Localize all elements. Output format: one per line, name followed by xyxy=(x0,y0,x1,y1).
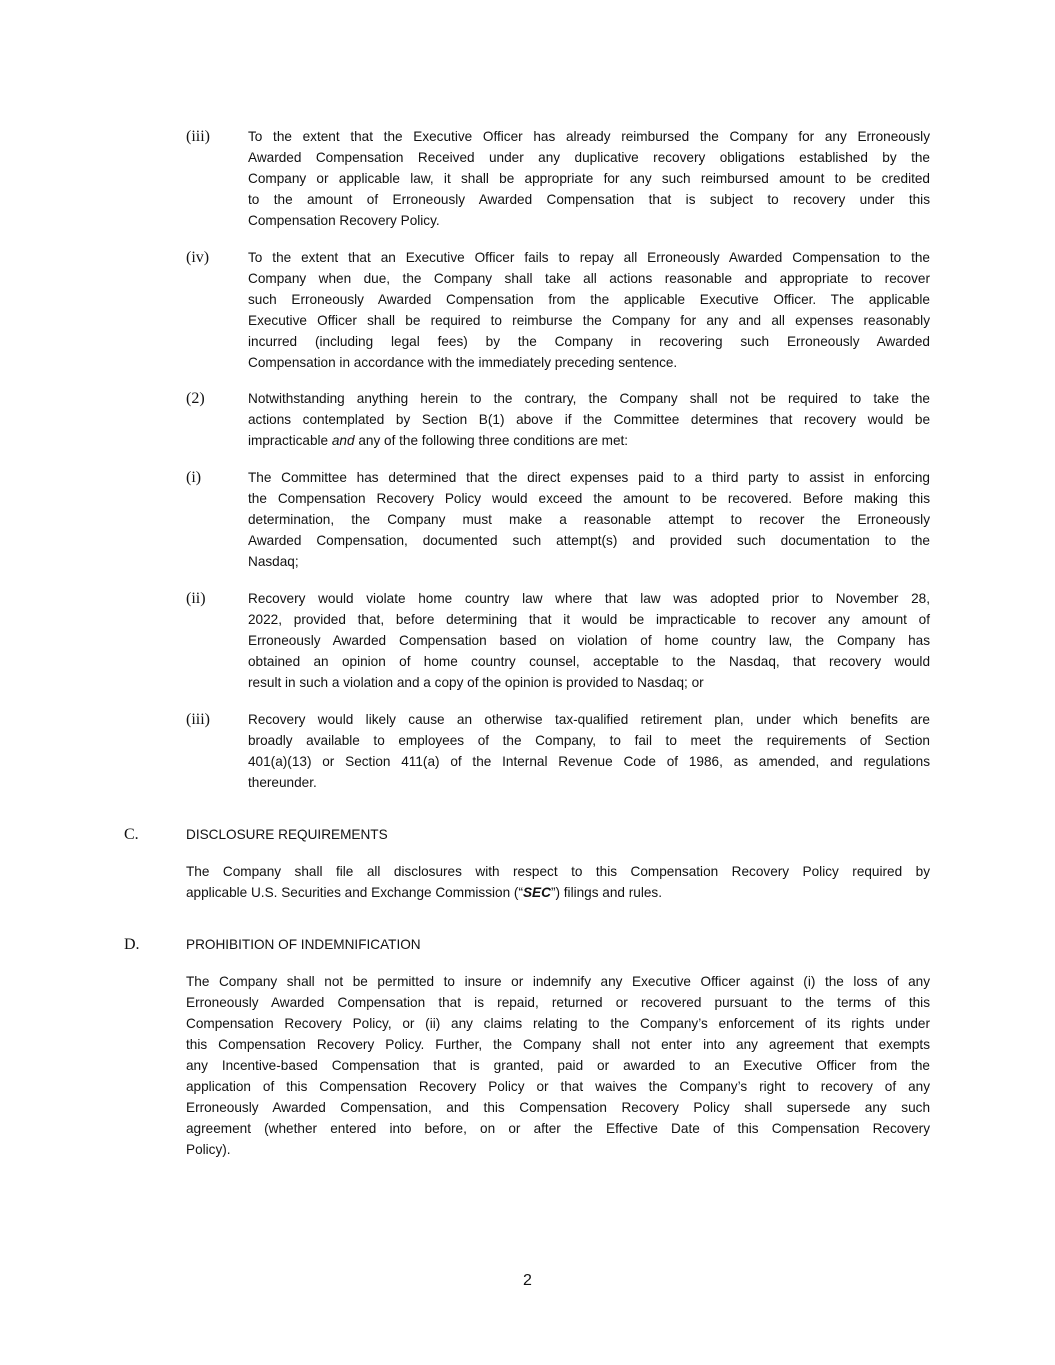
text-run: impracticable xyxy=(248,433,332,448)
text-line: such Erroneously Awarded Compensation from the applicable Executive Officer. The applicable xyxy=(248,292,930,307)
section-heading: DISCLOSURE REQUIREMENTS xyxy=(186,827,388,842)
text-line: Erroneously Awarded Compensation that is repaid, returned or recovered pursuant to the terms of this xyxy=(186,995,930,1010)
text-line: The Company shall file all disclosures with respect to this Compensation Recovery Policy required by xyxy=(186,864,930,879)
text-line: incurred (including legal fees) by the Company in recovering such Erroneously Awarded xyxy=(248,334,930,349)
text-line: Executive Officer shall be required to reimburse the Company for any and all expenses reasonably xyxy=(248,313,930,328)
clause-label: (ii) xyxy=(186,590,206,607)
text-line: any Incentive-based Compensation that is granted, paid or awarded to an Executive Officer from the xyxy=(186,1058,930,1073)
clause-text xyxy=(248,588,930,693)
text-run: SEC xyxy=(522,885,551,900)
text-run: ”) filings and rules. xyxy=(550,885,662,900)
text-line: Compensation Recovery Policy, or (ii) any claims relating to the Company’s enforcement of its rights under xyxy=(186,1016,930,1031)
text-line: the Compensation Recovery Policy would exceed the amount to be recovered. Before making this xyxy=(248,491,930,506)
text-line: result in such a violation and a copy of the opinion is provided to Nasdaq; or xyxy=(248,675,704,690)
text-line: thereunder. xyxy=(248,775,317,790)
clause-text xyxy=(248,126,930,231)
clause-text xyxy=(248,709,930,793)
text-line: determination, the Company must make a reasonable attempt to recover the Erroneously xyxy=(248,512,930,527)
text-line: The Company shall not be permitted to insure or indemnify any Executive Officer against (i) the loss of any xyxy=(186,974,930,989)
section-text xyxy=(186,861,930,903)
text-line: To the extent that the Executive Officer has already reimbursed the Company for any Erroneously xyxy=(248,129,930,144)
page-number: 2 xyxy=(523,1272,532,1289)
clause-label: (2) xyxy=(186,390,205,407)
text-line: broadly available to employees of the Company, to fail to meet the requirements of Section xyxy=(248,733,930,748)
text-line: 401(a)(13) or Section 411(a) of the Internal Revenue Code of 1986, as amended, and regulations xyxy=(248,754,930,769)
text-line: Notwithstanding anything herein to the contrary, the Company shall not be required to take the xyxy=(248,391,930,406)
text-line: Awarded Compensation Received under any duplicative recovery obligations established by the xyxy=(248,150,930,165)
text-line: Company when due, the Company shall take all actions reasonable and appropriate to recover xyxy=(248,271,930,286)
clause-label: (iii) xyxy=(186,128,210,145)
clause-text xyxy=(248,388,930,451)
text-line: Nasdaq; xyxy=(248,554,299,569)
text-line: The Committee has determined that the direct expenses paid to a third party to assist in enforcing xyxy=(248,470,930,485)
text-line: Recovery would likely cause an otherwise tax-qualified retirement plan, under which benefits are xyxy=(248,712,930,727)
text-line xyxy=(186,882,930,903)
clause-label: (i) xyxy=(186,469,202,486)
text-line: Recovery would violate home country law where that law was adopted prior to November 28, xyxy=(248,591,930,606)
section-heading: PROHIBITION OF INDEMNIFICATION xyxy=(186,937,421,952)
text-line: Erroneously Awarded Compensation based on violation of home country law, the Company has xyxy=(248,633,930,648)
text-line: agreement (whether entered into before, on or after the Effective Date of this Compensation Recovery xyxy=(186,1121,930,1136)
clause-text xyxy=(248,247,930,373)
section-label: D. xyxy=(124,936,140,953)
text-line: Awarded Compensation, documented such attempt(s) and provided such documentation to the xyxy=(248,533,930,548)
text-line: Company or applicable law, it shall be appropriate for any such reimbursed amount to be credited xyxy=(248,171,930,186)
text-line: to the amount of Erroneously Awarded Compensation that is subject to recovery under this xyxy=(248,192,930,207)
text-line: obtained an opinion of home country counsel, acceptable to the Nasdaq, that recovery would xyxy=(248,654,930,669)
section-label: C. xyxy=(124,826,139,843)
clause-text xyxy=(248,467,930,572)
text-line: application of this Compensation Recovery Policy or that waives the Company’s right to recovery of any xyxy=(186,1079,930,1094)
text-line: Erroneously Awarded Compensation, and this Compensation Recovery Policy shall supersede any such xyxy=(186,1100,930,1115)
text-line: Policy). xyxy=(186,1142,231,1157)
text-line: this Compensation Recovery Policy. Further, the Company shall not enter into any agreement that exempts xyxy=(186,1037,930,1052)
text-line: 2022, provided that, before determining that it would be impracticable to recover any amount of xyxy=(248,612,930,627)
text-line xyxy=(248,430,930,451)
text-line: actions contemplated by Section B(1) above if the Committee determines that recovery would be xyxy=(248,412,930,427)
text-run: applicable U.S. Securities and Exchange Commission (“ xyxy=(186,885,523,900)
text-line: To the extent that an Executive Officer fails to repay all Erroneously Awarded Compensation to the xyxy=(248,250,930,265)
section-text xyxy=(186,971,930,1160)
text-line: Compensation Recovery Policy. xyxy=(248,213,440,228)
text-run: any of the following three conditions are met: xyxy=(354,433,629,448)
clause-label: (iv) xyxy=(186,249,210,266)
clause-label: (iii) xyxy=(186,711,210,728)
text-line: Compensation in accordance with the immediately preceding sentence. xyxy=(248,355,678,370)
text-run: and xyxy=(331,433,355,448)
